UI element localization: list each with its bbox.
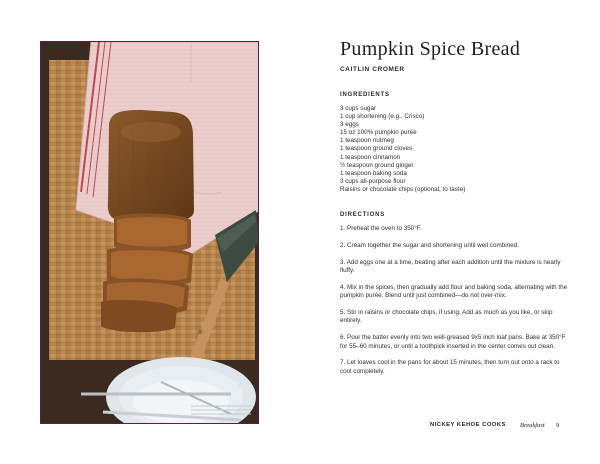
direction-step: 6. Pour the batter evenly into two well-greased 9x5 inch loaf pans. Bake at 350°F for 55–60 minutes, or until a toothpick inserted in the center comes out clean.	[340, 334, 566, 350]
recipe-title: Pumpkin Spice Bread	[340, 38, 521, 60]
ingredient-item: 3 cups all-purpose flour	[340, 177, 406, 185]
ingredient-item: 15 oz 100% pumpkin purée	[340, 129, 417, 137]
footer-book-author: NICKEY KEHOE COOKS	[430, 422, 506, 428]
ingredient-item: 1 teaspoon cinnamon	[340, 153, 401, 161]
footer-section: Breakfast	[520, 422, 545, 429]
direction-step: 5. Stir in raisins or chocolate chips, if using. Add as much as you like, or skip entirely.	[340, 309, 553, 325]
ingredients-list	[340, 105, 568, 194]
page-number: 9	[556, 422, 560, 429]
ingredient-item: 1 cup shortening (e.g., Crisco)	[340, 113, 425, 121]
direction-step: 4. Mix in the spices, then gradually add flour and baking soda, alternating with the pumpkin purée. Blend until just combined—do not over-mix.	[340, 283, 568, 300]
ingredient-item: 3 cups sugar	[340, 105, 377, 112]
direction-step: 7. Let loaves cool in the pans for about 15 minutes, then turn out onto a rack to cool completely.	[340, 359, 560, 375]
pumpkin-bread-illustration	[41, 42, 259, 424]
directions-list	[340, 225, 568, 376]
ingredient-item: 1 teaspoon baking soda	[340, 169, 407, 177]
direction-step: 3. Add eggs one at a time, beating after each addition until the mixture is nearly fluffy.	[340, 258, 561, 275]
page-footer	[430, 422, 570, 432]
ingredient-item: 3 eggs	[340, 121, 359, 129]
ingredient-item: Raisins or chocolate chips (optional, to taste)	[340, 185, 466, 193]
directions-heading: DIRECTIONS	[340, 212, 386, 219]
ingredient-item: ½ teaspoon ground ginger	[340, 161, 414, 169]
recipe-author: CAITLIN CROMER	[340, 66, 405, 73]
ingredients-heading: INGREDIENTS	[340, 92, 390, 98]
recipe-photo	[40, 41, 259, 424]
recipe-content	[340, 36, 568, 385]
bread-loaf	[108, 110, 194, 220]
ingredient-item: 1 teaspoon ground cloves	[340, 145, 413, 153]
ingredient-item: 1 teaspoon nutmeg	[340, 137, 394, 145]
direction-step: 1. Preheat the oven to 350°F.	[340, 225, 422, 233]
direction-step: 2. Cream together the sugar and shortening until well combined.	[340, 241, 519, 249]
